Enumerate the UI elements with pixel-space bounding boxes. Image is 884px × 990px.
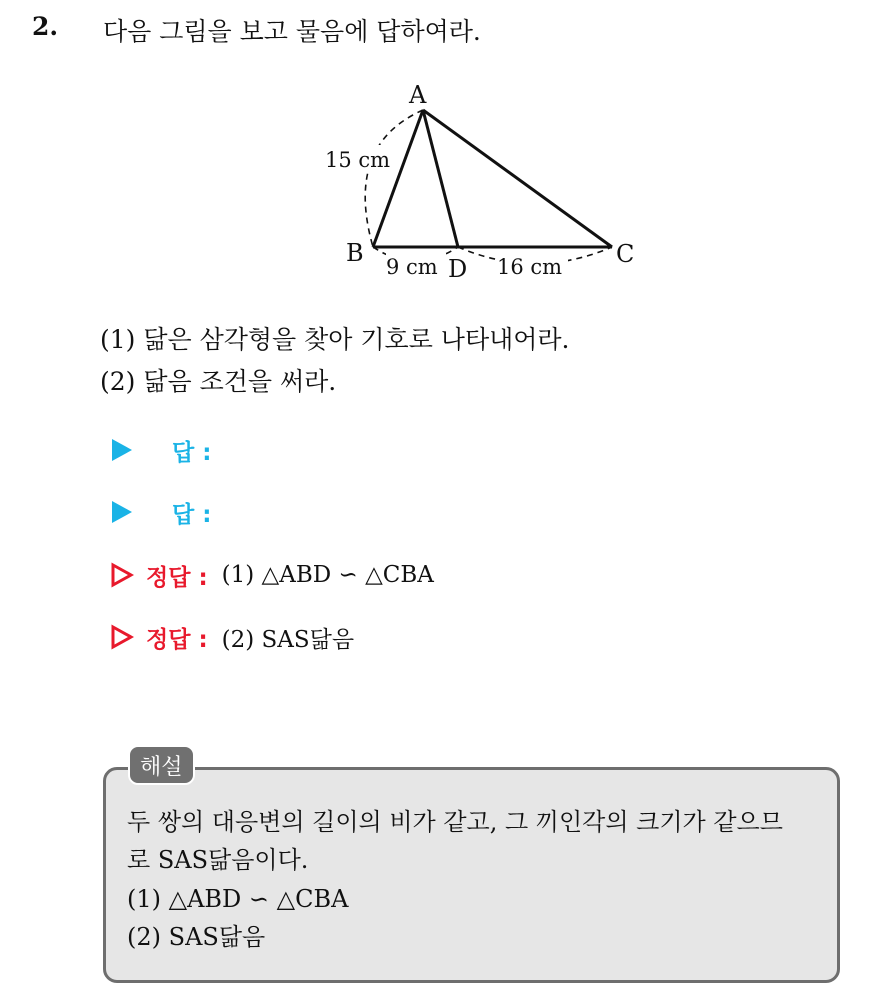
measure-AB: 15 cm [325, 148, 391, 172]
filled-triangle-marker-icon [110, 499, 134, 525]
label-D: D [448, 255, 468, 283]
correct-answer-label: 정답 : [146, 626, 208, 653]
explanation-tab: 해설 [128, 745, 195, 785]
explanation-line: 로 SAS닮음이다. [127, 846, 309, 874]
explanation-line: (2) SAS닮음 [127, 923, 266, 951]
correct-answer-1 [110, 560, 434, 590]
measure-BD: 9 cm [386, 255, 438, 279]
outline-triangle-marker-icon [110, 624, 134, 650]
explanation-line: (1) △ABD ∽ △CBA [127, 885, 349, 913]
outline-triangle-marker-icon [110, 562, 134, 588]
filled-triangle-marker-icon [110, 437, 134, 463]
side-AB [373, 110, 423, 247]
correct-answer-label: 정답 : [146, 564, 208, 591]
label-B: B [346, 239, 364, 267]
answer-label: 답 : [172, 439, 212, 466]
subquestion-2: (2) 닮음 조건을 써라. [100, 367, 337, 396]
question-number: 2. [32, 12, 59, 41]
answer-blank-2 [110, 497, 211, 527]
measure-DC: 16 cm [497, 255, 563, 279]
answer-label: 답 : [172, 501, 212, 528]
label-A: A [409, 81, 427, 109]
correct-answer-2 [110, 622, 354, 652]
label-C: C [616, 240, 635, 268]
subquestion-1: (1) 닮은 삼각형을 찾아 기호로 나타내어라. [100, 325, 570, 354]
correct-answer-value: (2) SAS닮음 [221, 626, 355, 653]
triangle-figure [300, 75, 650, 285]
question-prompt: 다음 그림을 보고 물음에 답하여라. [103, 17, 481, 46]
explanation-line: 두 쌍의 대응변의 길이의 비가 같고, 그 끼인각의 크기가 같으므 [127, 808, 783, 836]
answer-blank-1 [110, 435, 211, 465]
correct-answer-value: (1) △ABD ∽ △CBA [221, 562, 434, 588]
